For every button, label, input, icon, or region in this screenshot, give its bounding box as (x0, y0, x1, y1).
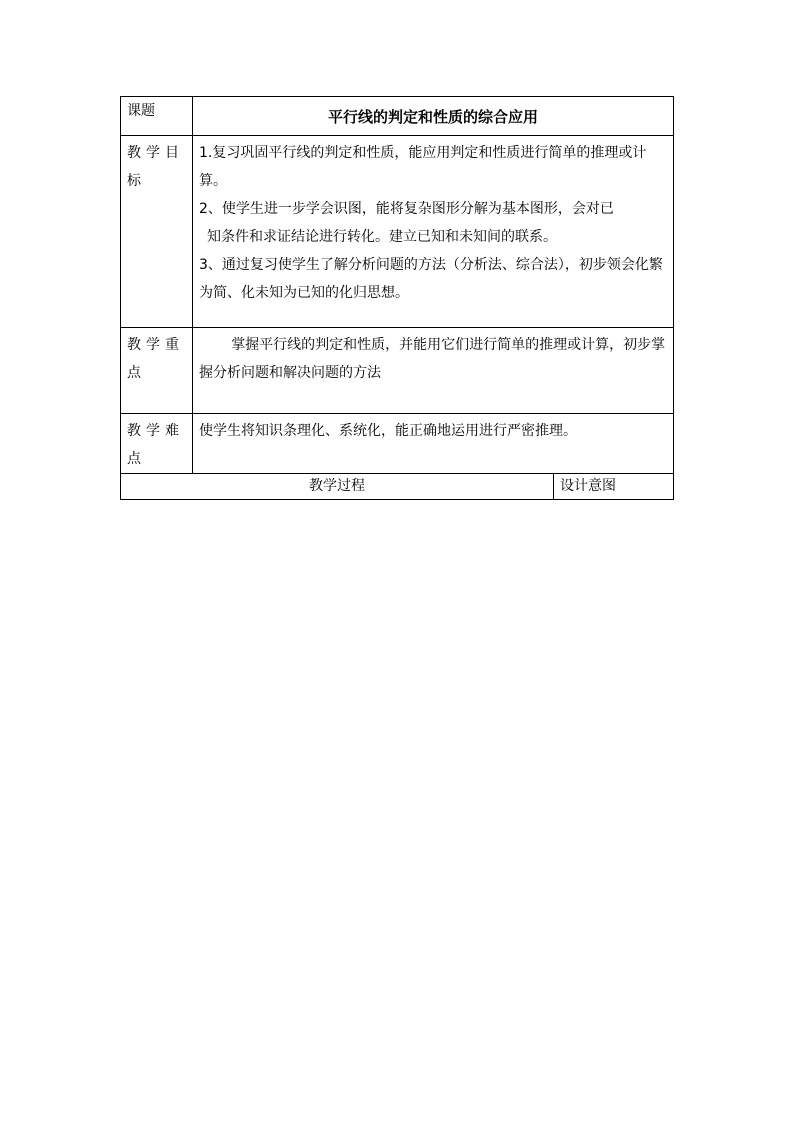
difficulties-label: 教学难点 (121, 414, 193, 474)
topic-row (121, 97, 674, 136)
goal-item: 知条件和求证结论进行转化。建立已知和未知间的联系。 (207, 229, 557, 245)
difficulties-content (193, 414, 674, 474)
lesson-plan-table (120, 96, 674, 500)
goal-item: 1.复习巩固平行线的判定和性质，能应用判定和性质进行简单的推理或计算。 (199, 145, 647, 189)
topic-label: 课题 (121, 97, 193, 136)
lesson-title: 平行线的判定和性质的综合应用 (193, 97, 674, 136)
intent-header: 设计意图 (554, 474, 674, 500)
goals-label: 教学目标 (121, 136, 193, 328)
process-header: 教学过程 (121, 474, 554, 500)
difficulties-text: 使学生将知识条理化、系统化，能正确地运用进行严密推理。 (199, 423, 577, 439)
footer-row (121, 474, 674, 500)
key-points-label: 教学重点 (121, 328, 193, 414)
key-points-row (121, 328, 674, 414)
goals-content (193, 136, 674, 328)
goal-item: 3、通过复习使学生了解分析问题的方法（分析法、综合法），初步领会化繁 (199, 257, 663, 273)
key-points-text: 掌握平行线的判定和性质，并能用它们进行简单的推理或计算，初步掌握分析问题和解决问题的方法 (199, 337, 666, 381)
goal-item: 2、使学生进一步学会识图，能将复杂图形分解为基本图形，会对已 (199, 201, 614, 217)
goal-item: 为简、化未知为已知的化归思想。 (199, 285, 409, 301)
goals-row (121, 136, 674, 328)
key-points-content (193, 328, 674, 414)
difficulties-row (121, 414, 674, 474)
